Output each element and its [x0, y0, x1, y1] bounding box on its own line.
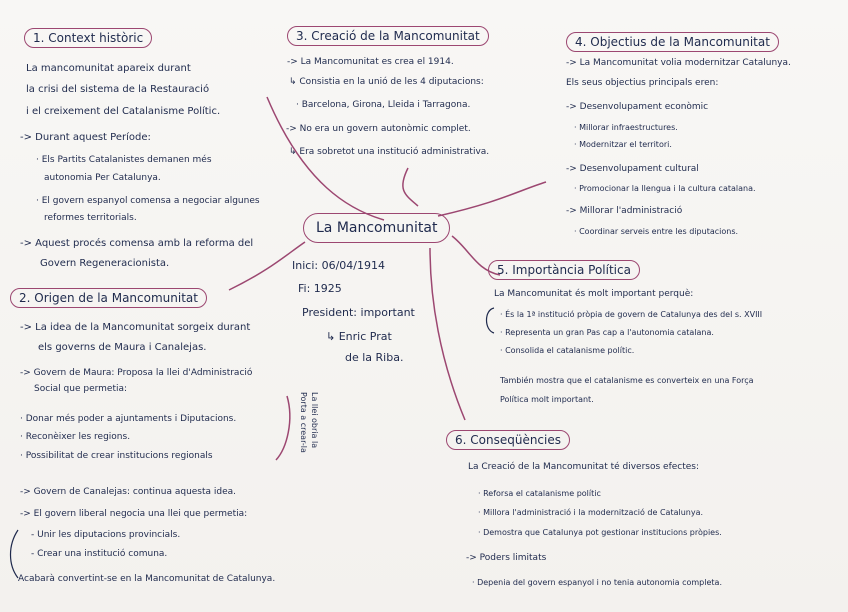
origin-line: Social que permetia:: [34, 384, 128, 394]
start-date: Inici: 06/04/1914: [292, 259, 385, 272]
origin-line: - Unir les diputacions provincials.: [31, 530, 181, 540]
context-line: la crisi del sistema de la Restauració: [26, 84, 210, 95]
president-name: de la Riba.: [345, 351, 404, 364]
origin-line: · Reconèixer les regions.: [20, 432, 131, 442]
context-line: -> Durant aquest Període:: [20, 132, 151, 143]
objectives-line: -> Desenvolupament cultural: [566, 164, 699, 174]
section-title-origin: 2. Origen de la Mancomunitat: [10, 288, 207, 308]
section-title-importance: 5. Importància Política: [488, 260, 640, 280]
origin-side-note: La llei obria la: [310, 392, 319, 449]
creation-line: ↳ Era sobretot una institució administrativa.: [289, 147, 490, 157]
creation-line: · Barcelona, Girona, Lleida i Tarragona.: [296, 100, 471, 110]
consequences-line: -> Poders limitats: [466, 553, 547, 563]
section-title-consequences: 6. Conseqüències: [446, 430, 570, 450]
creation-line: ↳ Consistia en la unió de les 4 diputacions:: [289, 77, 484, 87]
origin-line: els governs de Maura i Canalejas.: [38, 342, 207, 353]
creation-line: -> No era un govern autonòmic complet.: [286, 124, 471, 134]
objectives-line: -> Desenvolupament econòmic: [566, 102, 709, 112]
section-title-objectives: 4. Objectius de la Mancomunitat: [566, 32, 779, 52]
context-line: La mancomunitat apareix durant: [26, 63, 191, 74]
origin-line: Acabarà convertint-se en la Mancomunitat de Catalunya.: [18, 574, 276, 584]
context-line: Govern Regeneracionista.: [40, 258, 170, 269]
section-title-creation: 3. Creació de la Mancomunitat: [287, 26, 489, 46]
origin-line: · Possibilitat de crear institucions regionals: [20, 451, 213, 461]
importance-line: La Mancomunitat és molt important perquè:: [494, 289, 694, 299]
consequences-line: · Demostra que Catalunya pot gestionar institucions pròpies.: [478, 528, 722, 537]
consequences-line: · Millora l'administració i la modernització de Catalunya.: [478, 508, 704, 517]
origin-line: - Crear una institució comuna.: [31, 549, 168, 559]
consequences-line: · Depenia del govern espanyol i no tenia autonomia completa.: [472, 578, 722, 587]
president-label: President: important: [302, 306, 415, 319]
origin-line: -> Govern de Maura: Proposa la llei d'Administració: [20, 368, 253, 378]
origin-line: · Donar més poder a ajuntaments i Diputacions.: [20, 414, 237, 424]
importance-line: · Representa un gran Pas cap a l'autonomia catalana.: [500, 328, 714, 337]
origin-line: -> La idea de la Mancomunitat sorgeix durant: [20, 322, 251, 333]
central-topic: La Mancomunitat: [303, 213, 450, 243]
consequences-line: · Reforsa el catalanisme polític: [478, 489, 601, 498]
section-title-context: 1. Context històric: [24, 28, 152, 48]
context-line: autonomia Per Catalunya.: [44, 173, 161, 183]
importance-line: · Consolida el catalanisme polític.: [500, 346, 635, 355]
context-line: · El govern espanyol comensa a negociar algunes: [36, 196, 260, 206]
importance-line: Política molt important.: [500, 395, 594, 404]
creation-line: -> La Mancomunitat es crea el 1914.: [287, 57, 454, 67]
origin-line: -> El govern liberal negocia una llei que permetia:: [20, 509, 248, 519]
origin-line: -> Govern de Canalejas: continua aquesta idea.: [20, 487, 237, 497]
importance-line: · És la 1ª institució pròpia de govern de Catalunya des del s. XVIII: [500, 310, 763, 319]
president-name: ↳ Enric Prat: [326, 330, 392, 343]
importance-line: También mostra que el catalanisme es converteix en una Força: [500, 376, 754, 385]
objectives-line: · Promocionar la llengua i la cultura catalana.: [574, 184, 756, 193]
consequences-line: La Creació de la Mancomunitat té diversos efectes:: [468, 462, 700, 472]
objectives-line: Els seus objectius principals eren:: [566, 78, 719, 88]
origin-side-note: Porta a crear-la: [299, 392, 308, 453]
context-line: reformes territorials.: [44, 213, 137, 223]
context-line: · Els Partits Catalanistes demanen més: [36, 155, 212, 165]
context-line: -> Aquest procés comensa amb la reforma del: [20, 238, 254, 249]
objectives-line: -> La Mancomunitat volia modernitzar Catalunya.: [566, 58, 791, 68]
end-date: Fi: 1925: [298, 282, 342, 295]
objectives-line: · Coordinar serveis entre les diputacions.: [574, 227, 739, 236]
objectives-line: · Millorar infraestructures.: [574, 123, 678, 132]
objectives-line: -> Millorar l'administració: [566, 206, 683, 216]
context-line: i el creixement del Catalanisme Polític.: [26, 106, 221, 117]
objectives-line: · Modernitzar el territori.: [574, 140, 672, 149]
